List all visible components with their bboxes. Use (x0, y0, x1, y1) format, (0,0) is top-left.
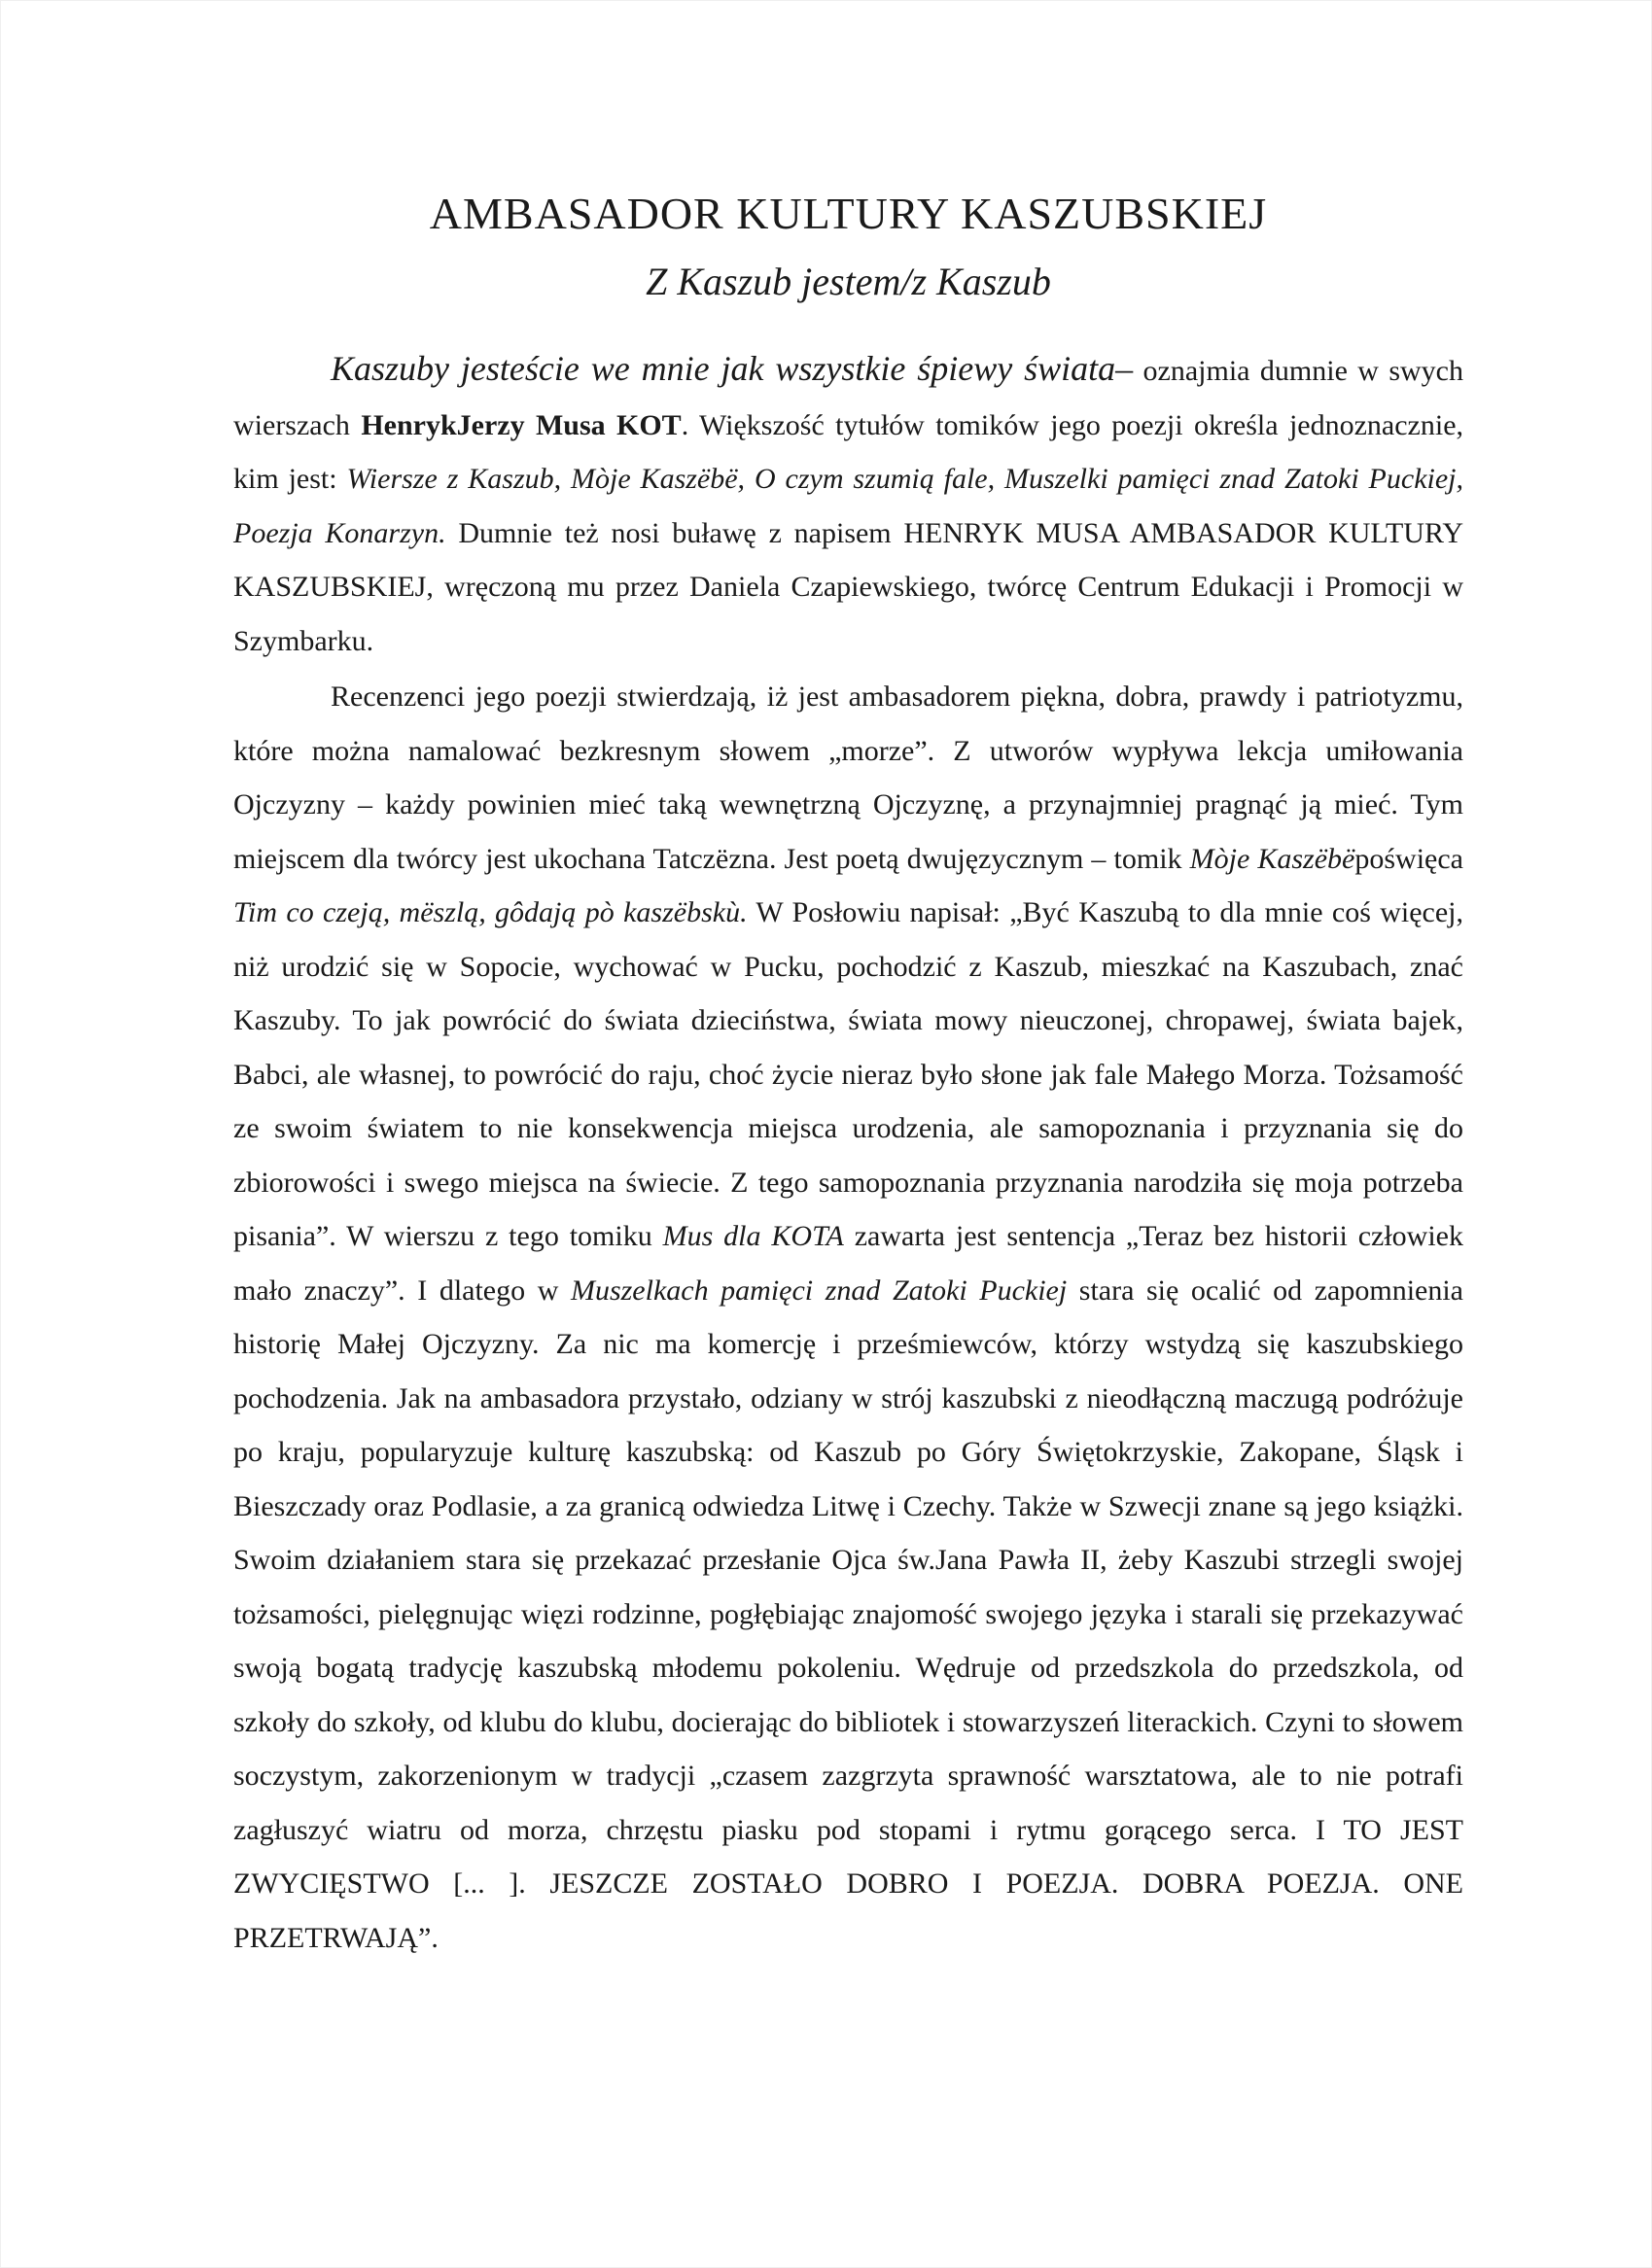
document-title: AMBASADOR KULTURY KASZUBSKIEJ (429, 189, 1268, 238)
book-title: Mòje Kaszëbë (1189, 842, 1355, 875)
opening-quote: Kaszuby jesteście we mnie jak wszystkie śpiewy świata– (331, 349, 1134, 388)
text-span: poświęca (1354, 842, 1463, 875)
text-span: stara się ocalić od zapomnienia historię Małej Ojczyzny. Za nic ma komercję i prześmiewców, którzy wstydzą się kaszubskiego pochodzenia. Jak na ambasadora przystało, odziany w strój kaszubski z nieodłączną maczugą podróżuje po kraju, popularyzuje kulturę kaszubską: od Kaszub po Góry Świętokrzyskie, Zakopane, Śląsk i Bieszczady oraz Podlasie, a za granicą odwiedza Litwę i Czechy. Także w Szwecji znane są jego książki. Swoim działaniem stara się przekazać przesłanie Ojca św.Jana Pawła II, żeby Kaszubi strzegli swojej tożsamości, pielęgnując więzi rodzinne, pogłębiając znajomość swojego języka i starali się przekazywać swoją bogatą tradycję kaszubską młodemu pokoleniu. Wędruje od przedszkola do przedszkola, od szkoły do szkoły, od klubu do klubu, docierając do bibliotek i stowarzyszeń literackich. Czyni to słowem soczystym, zakorzenionym w tradycji „czasem zazgrzyta sprawność warsztatowa, ale to nie potrafi zagłuszyć wiatru od morza, chrzęstu piasku pod stopami i rytmu gorącego serca. I TO JEST ZWYCIĘSTWO [... ]. JESZCZE ZOSTAŁO DOBRO I POEZJA. DOBRA POEZJA. ONE PRZETRWAJĄ”. (233, 1274, 1463, 1954)
text-span: Dumnie też nosi buławę z napisem HENRYK MUSA AMBASADOR KULTURY KASZUBSKIEJ, wręczoną mu przez Daniela Czapiewskiego, twórcę Centrum Edukacji i Promocji w Szymbarku. (233, 516, 1463, 657)
text-span: . Większość tytułów tomików jego poezji określa jednoznacznie, kim jest: (233, 408, 1464, 495)
text-span: oznajmia dumnie w swych wierszach (233, 355, 1463, 441)
paragraph-1 (233, 342, 1463, 668)
author-name: HenrykJerzy Musa KOT (361, 408, 682, 441)
text-span: W Posłowiu napisał: „Być Kaszubą to dla mnie coś więcej, niż urodzić się w Sopocie, wychować w Pucku, pochodzić z Kaszub, mieszkać na Kaszubach, znać Kaszuby. To jak powrócić do świata dzieciństwa, świata mowy nieuczonej, chropawej, świata bajek, Babci, ale własnej, to powrócić do raju, choć życie nieraz było słone jak fale Małego Morza. Tożsamość ze swoim światem to nie konsekwencja miejsca urodzenia, ale samopoznania i przyznania się do zbiorowości i swego miejsca na świecie. Z tego samopoznania przyznania narodziła się moja potrzeba pisania”. W wierszu z tego tomiku (233, 896, 1463, 1252)
poem-title: Mus dla KOTA (662, 1220, 844, 1252)
document-content (233, 185, 1463, 1965)
text-span: zawarta jest sentencja „Teraz bez historii człowiek mało znaczy”. I dlatego w (233, 1220, 1463, 1307)
document-body (233, 342, 1463, 1965)
text-span: Recenzenci jego poezji stwierdzają, iż jest ambasadorem piękna, dobra, prawdy i patriotyzmu, które można namalować bezkresnym słowem „morze”. Z utworów wypływa lekcja umiłowania Ojczyzny – każdy powinien mieć taką wewnętrzną Ojczyznę, a przynajmniej pragnąć ją mieć. Tym miejscem dla twórcy jest ukochana Tatczëzna. Jest poetą dwujęzycznym – tomik (233, 680, 1463, 875)
dedication-quote: Tim co czeją, mëszlą, gôdają pò kaszëbskù. (233, 896, 748, 928)
book-titles: Wiersze z Kaszub, Mòje Kaszëbë, O czym szumią fale, Muszelki pamięci znad Zatoki Puckiej, Poezja Konarzyn. (233, 463, 1463, 549)
document-subtitle: Z Kaszub jestem/z Kaszub (646, 260, 1051, 303)
book-title: Muszelkach pamięci znad Zatoki Puckiej (570, 1274, 1068, 1307)
paragraph-2 (233, 670, 1463, 1965)
